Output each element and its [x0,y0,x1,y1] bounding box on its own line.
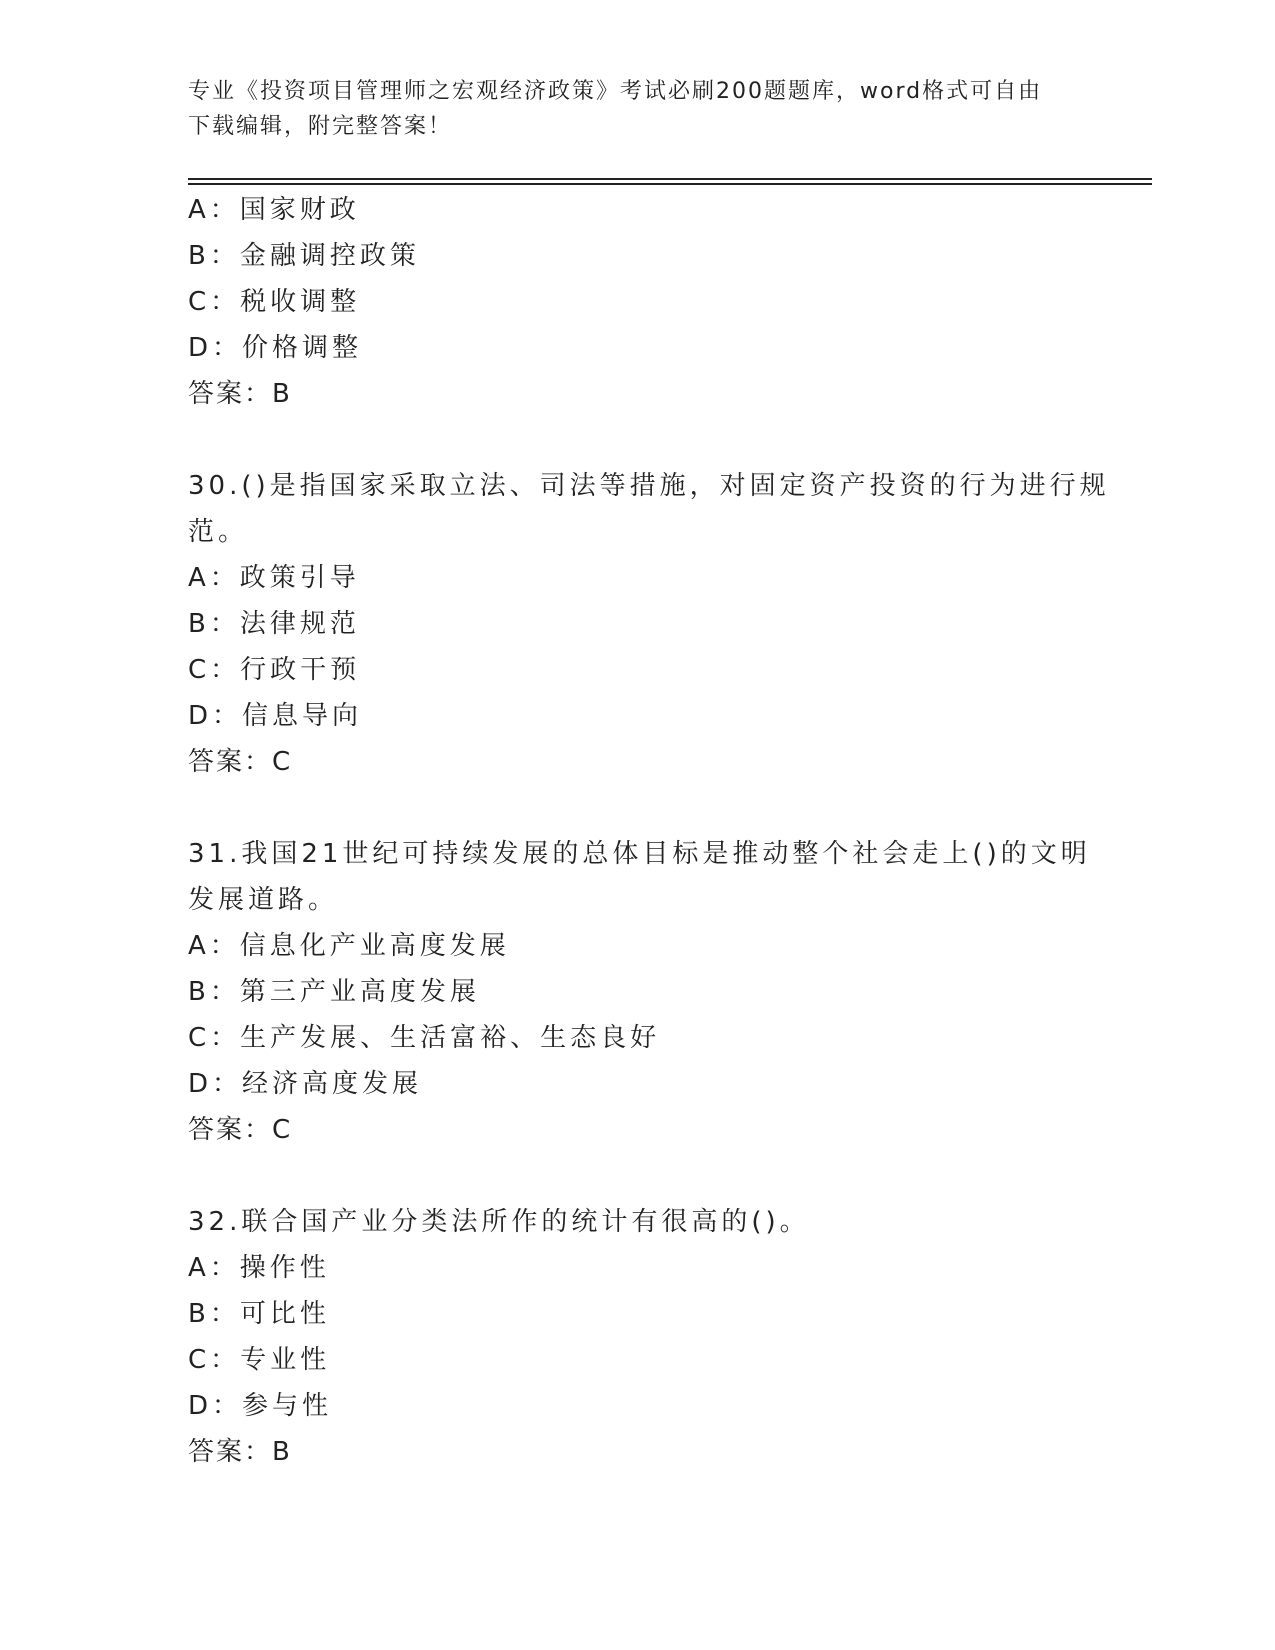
option-a: A：信息化产业高度发展 [188,931,510,961]
option-c: C：税收调整 [188,287,361,317]
question-stem-line-1: 30.()是指国家采取立法、司法等措施，对固定资产投资的行为进行规 [188,471,1110,501]
option-b: B：可比性 [188,1299,330,1329]
answer: 答案：C [188,747,293,777]
header-title-line-1: 专业《投资项目管理师之宏观经济政策》考试必刷200题题库，word格式可自由 [188,79,1043,104]
spacer [188,1153,1088,1199]
option-d: D：信息导向 [188,701,363,731]
answer: 答案：C [188,1115,293,1145]
question-stem-line-1: 31.我国21世纪可持续发展的总体目标是推动整个社会走上()的文明 [188,839,1091,869]
option-c: C：行政干预 [188,655,361,685]
option-a: A：国家财政 [188,195,360,225]
header-divider-bottom [188,183,1152,185]
option-d: D：经济高度发展 [188,1069,423,1099]
spacer [188,417,1088,463]
question-31 [188,831,1091,1153]
option-a: A：政策引导 [188,563,360,593]
question-30 [188,463,1110,785]
header-divider-top [188,178,1152,180]
question-stem-line-1: 32.联合国产业分类法所作的统计有很高的()。 [188,1207,810,1237]
question-32 [188,1199,1088,1475]
option-d: D：价格调整 [188,333,363,363]
question-29 [188,187,1088,417]
option-b: B：第三产业高度发展 [188,977,480,1007]
question-stem-line-2: 发展道路。 [188,885,339,915]
answer: 答案：B [188,379,292,409]
option-b: B：法律规范 [188,609,360,639]
option-a: A：操作性 [188,1253,330,1283]
answer: 答案：B [188,1437,292,1467]
question-stem-line-2: 范。 [188,517,249,547]
option-c: C：专业性 [188,1345,331,1375]
option-b: B：金融调控政策 [188,241,420,271]
spacer [188,785,1088,831]
option-c: C：生产发展、生活富裕、生态良好 [188,1023,661,1053]
document-header [188,74,1088,144]
question-list [188,187,1110,1475]
header-title-line-2: 下载编辑，附完整答案！ [188,114,453,139]
option-d: D：参与性 [188,1391,333,1421]
